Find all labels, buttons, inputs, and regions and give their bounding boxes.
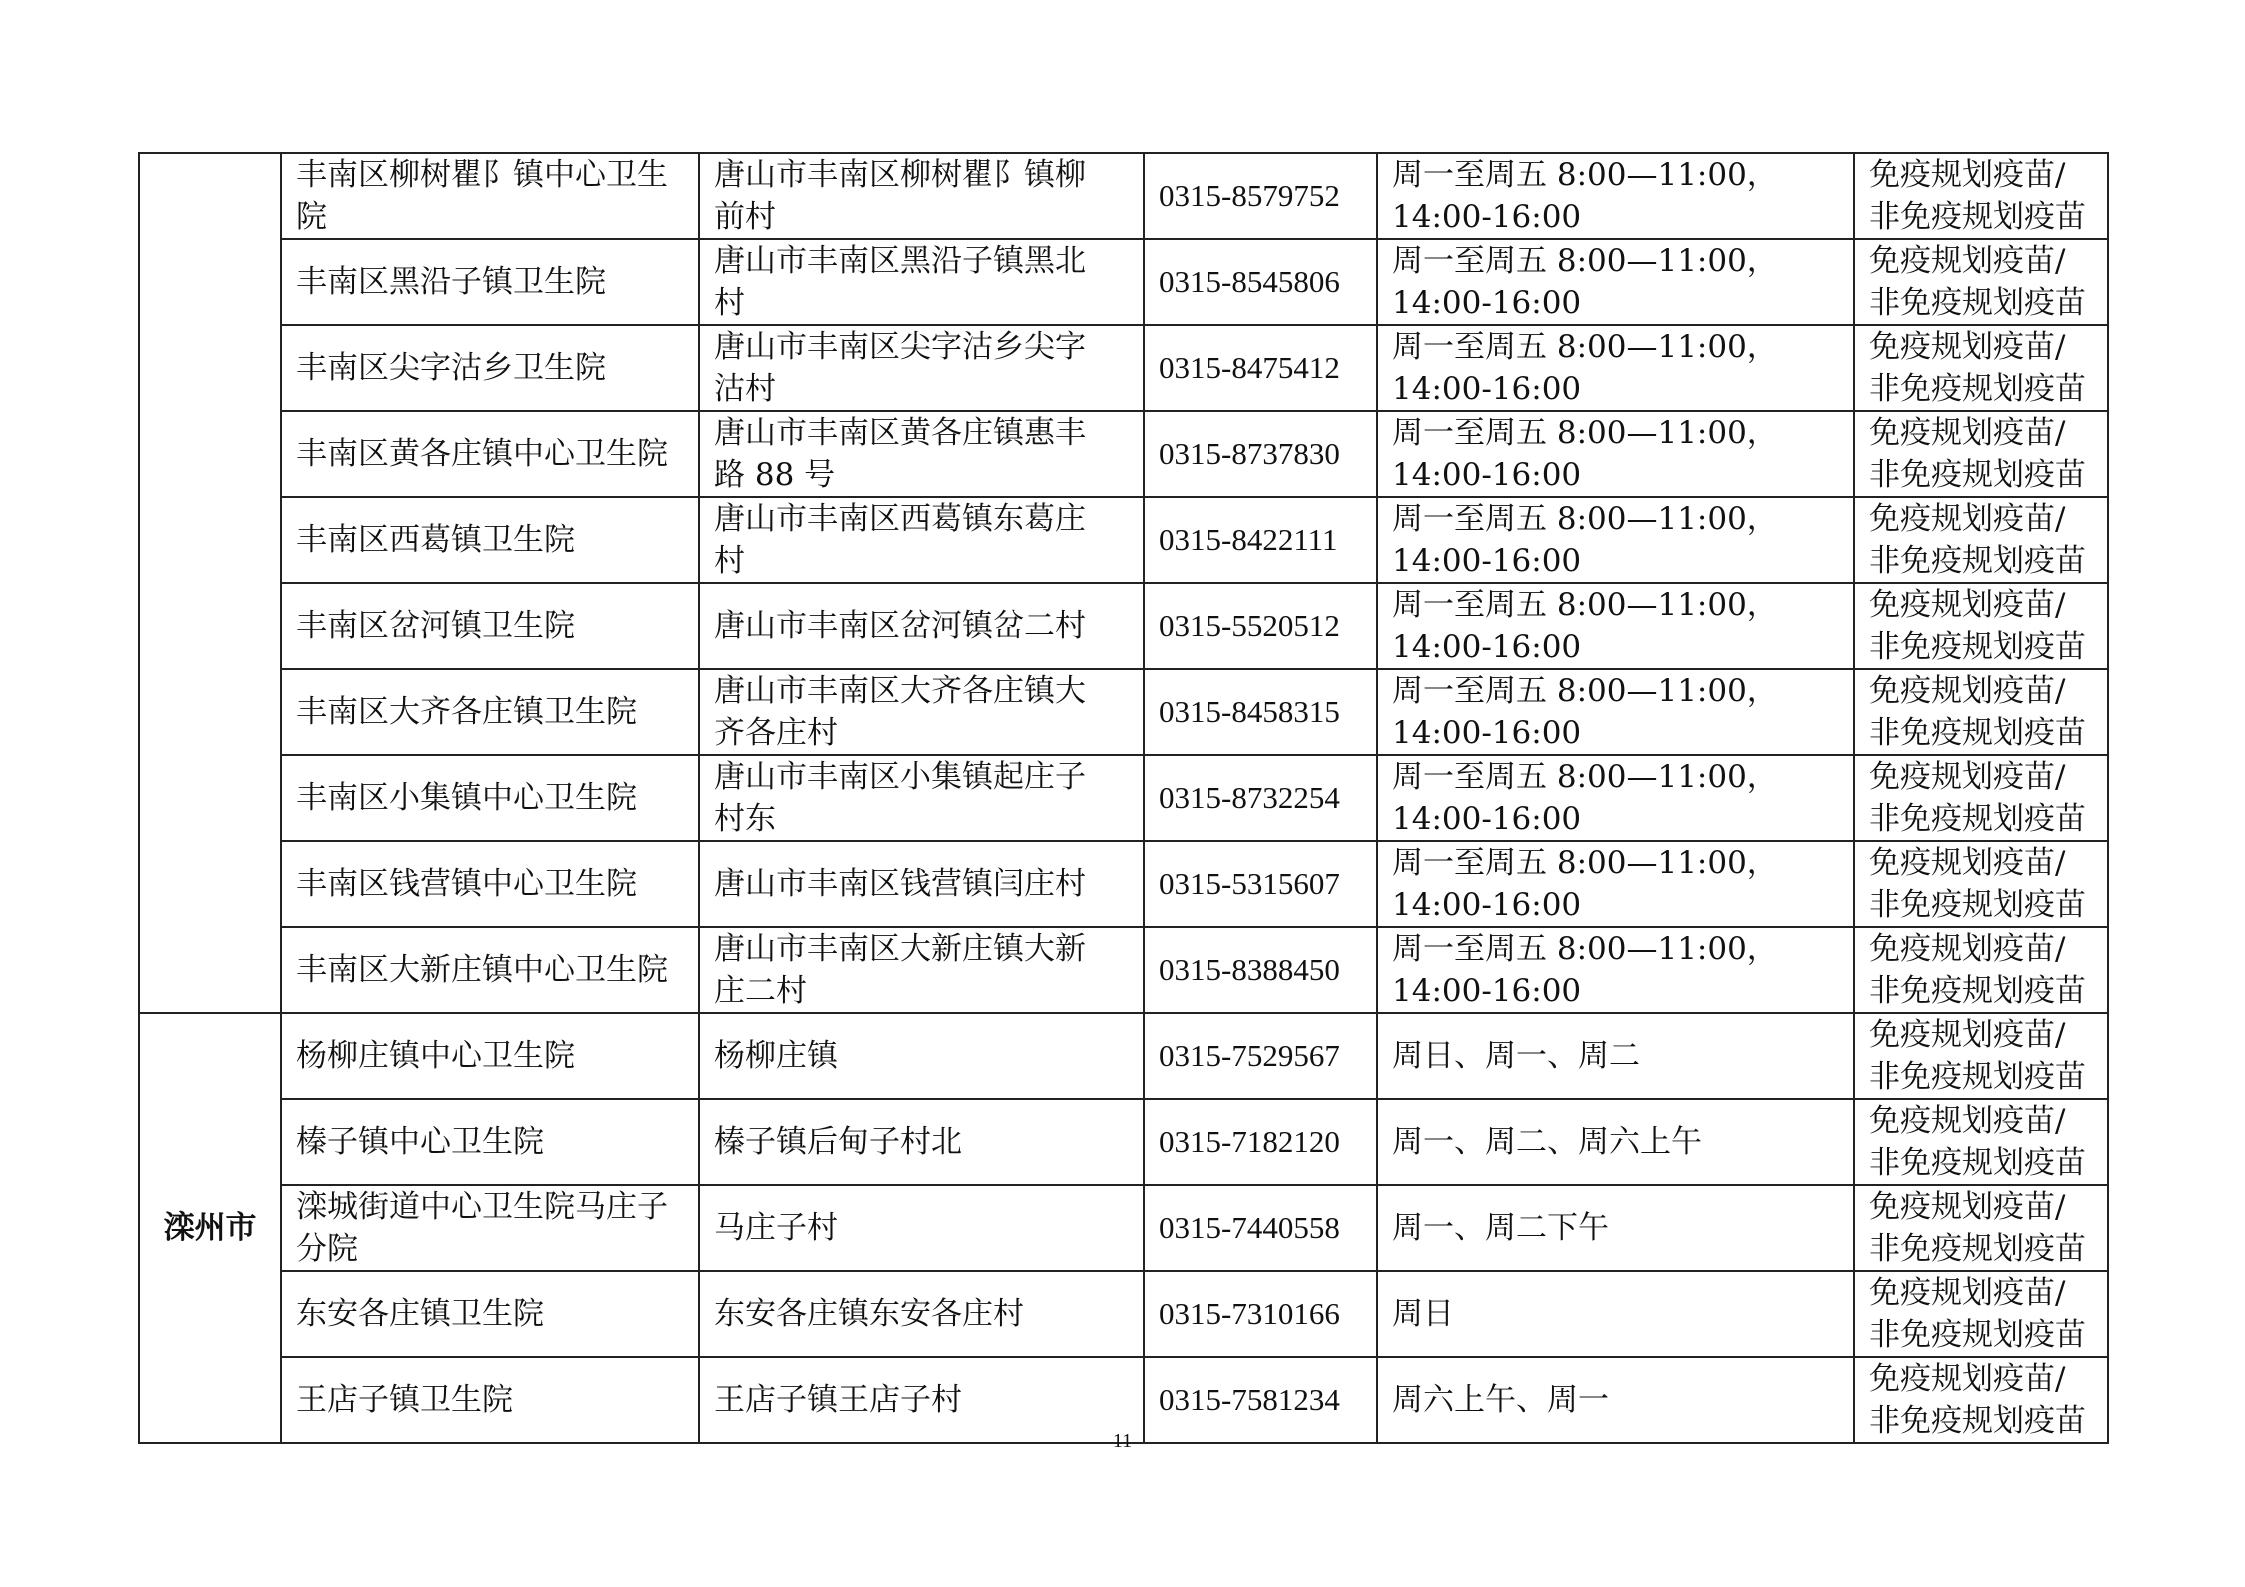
site-name-line: 丰南区黑沿子镇卫生院 [296, 264, 606, 300]
site-address-line: 前村 [714, 199, 776, 235]
site-phone-cell: 0315-5315607 [1144, 841, 1377, 927]
site-vaccine-cell [1854, 669, 2108, 755]
site-address-cell [699, 841, 1144, 927]
site-address-line: 唐山市丰南区柳树瞿阝镇柳 [714, 157, 1086, 193]
site-phone-cell: 0315-7581234 [1144, 1357, 1377, 1443]
site-vaccine-line: 非免疫规划疫苗 [1869, 371, 2086, 407]
site-vaccine-line: 免疫规划疫苗/ [1869, 1017, 2066, 1053]
site-hours-cell [1377, 583, 1854, 669]
site-vaccine-line: 非免疫规划疫苗 [1869, 543, 2086, 579]
site-hours-line: 周一、周二、周六上午 [1392, 1124, 1702, 1160]
site-phone-cell: 0315-8737830 [1144, 411, 1377, 497]
site-vaccine-line: 非免疫规划疫苗 [1869, 457, 2086, 493]
site-phone-cell: 0315-8732254 [1144, 755, 1377, 841]
site-address-line: 榛子镇后甸子村北 [714, 1124, 962, 1160]
site-hours-cell [1377, 669, 1854, 755]
site-name-cell [281, 1099, 699, 1185]
table-row [139, 153, 2108, 239]
site-hours-line: 周一至周五 8:00—11:00， [1392, 157, 1778, 193]
site-name-cell [281, 1271, 699, 1357]
site-hours-line: 周一至周五 8:00—11:00， [1392, 329, 1778, 365]
vaccination-sites-table [138, 152, 2109, 1444]
site-address-cell [699, 1099, 1144, 1185]
site-hours-line: 14:00-16:00 [1392, 543, 1582, 579]
site-address-line: 沽村 [714, 371, 776, 407]
site-vaccine-cell [1854, 1271, 2108, 1357]
site-vaccine-line: 免疫规划疫苗/ [1869, 845, 2066, 881]
site-vaccine-line: 非免疫规划疫苗 [1869, 887, 2086, 923]
site-name-line: 杨柳庄镇中心卫生院 [296, 1038, 575, 1074]
site-address-line: 村 [714, 285, 745, 321]
site-vaccine-line: 非免疫规划疫苗 [1869, 715, 2086, 751]
site-vaccine-cell [1854, 1013, 2108, 1099]
site-address-line: 杨柳庄镇 [714, 1038, 838, 1074]
site-vaccine-cell [1854, 755, 2108, 841]
site-hours-line: 14:00-16:00 [1392, 199, 1582, 235]
site-vaccine-line: 非免疫规划疫苗 [1869, 199, 2086, 235]
site-vaccine-line: 非免疫规划疫苗 [1869, 629, 2086, 665]
site-hours-cell [1377, 1185, 1854, 1271]
site-address-cell [699, 669, 1144, 755]
site-address-cell [699, 239, 1144, 325]
site-address-cell [699, 1185, 1144, 1271]
site-hours-cell [1377, 1099, 1854, 1185]
site-hours-cell [1377, 411, 1854, 497]
site-name-cell [281, 153, 699, 239]
site-address-line: 唐山市丰南区岔河镇岔二村 [714, 608, 1086, 644]
site-address-line: 唐山市丰南区西葛镇东葛庄 [714, 501, 1086, 537]
site-hours-line: 周一至周五 8:00—11:00， [1392, 845, 1778, 881]
site-vaccine-cell [1854, 497, 2108, 583]
site-name-cell [281, 1185, 699, 1271]
site-address-line: 唐山市丰南区小集镇起庄子 [714, 759, 1086, 795]
site-address-cell [699, 927, 1144, 1013]
site-vaccine-line: 免疫规划疫苗/ [1869, 157, 2066, 193]
site-address-line: 村东 [714, 801, 776, 837]
site-phone-cell: 0315-8545806 [1144, 239, 1377, 325]
site-name-line: 丰南区柳树瞿阝镇中心卫生 [296, 157, 668, 193]
site-address-line: 东安各庄镇东安各庄村 [714, 1296, 1024, 1332]
site-hours-line: 周日、周一、周二 [1392, 1038, 1640, 1074]
site-hours-line: 周一至周五 8:00—11:00， [1392, 673, 1778, 709]
table-row [139, 411, 2108, 497]
site-name-cell [281, 755, 699, 841]
site-hours-line: 周一至周五 8:00—11:00， [1392, 587, 1778, 623]
site-hours-cell [1377, 841, 1854, 927]
site-vaccine-line: 免疫规划疫苗/ [1869, 1361, 2066, 1397]
city-cell: 滦州市 [139, 1013, 281, 1443]
site-vaccine-line: 免疫规划疫苗/ [1869, 1189, 2066, 1225]
site-address-line: 马庄子村 [714, 1210, 838, 1246]
site-hours-line: 周一至周五 8:00—11:00， [1392, 243, 1778, 279]
site-phone-cell: 0315-8579752 [1144, 153, 1377, 239]
site-address-cell [699, 1013, 1144, 1099]
site-name-cell [281, 239, 699, 325]
site-vaccine-cell [1854, 411, 2108, 497]
site-vaccine-line: 免疫规划疫苗/ [1869, 1103, 2066, 1139]
site-vaccine-line: 免疫规划疫苗/ [1869, 415, 2066, 451]
site-vaccine-cell [1854, 1185, 2108, 1271]
site-name-cell [281, 841, 699, 927]
site-vaccine-line: 非免疫规划疫苗 [1869, 801, 2086, 837]
site-hours-cell [1377, 1013, 1854, 1099]
table-row [139, 669, 2108, 755]
site-address-cell [699, 325, 1144, 411]
site-vaccine-line: 非免疫规划疫苗 [1869, 285, 2086, 321]
site-address-cell [699, 1271, 1144, 1357]
site-name-line: 丰南区大新庄镇中心卫生院 [296, 952, 668, 988]
site-hours-line: 周一至周五 8:00—11:00， [1392, 501, 1778, 537]
site-vaccine-line: 免疫规划疫苗/ [1869, 329, 2066, 365]
site-hours-line: 周一至周五 8:00—11:00， [1392, 759, 1778, 795]
site-phone-cell: 0315-7440558 [1144, 1185, 1377, 1271]
site-vaccine-cell [1854, 325, 2108, 411]
site-address-cell [699, 153, 1144, 239]
site-vaccine-cell [1854, 1099, 2108, 1185]
site-vaccine-line: 免疫规划疫苗/ [1869, 931, 2066, 967]
table-row [139, 497, 2108, 583]
site-address-line: 村 [714, 543, 745, 579]
page-number: 11 [1112, 1430, 1133, 1452]
site-address-cell [699, 583, 1144, 669]
site-hours-line: 周六上午、周一 [1392, 1382, 1609, 1418]
site-name-line: 东安各庄镇卫生院 [296, 1296, 544, 1332]
site-hours-cell [1377, 755, 1854, 841]
site-hours-line: 14:00-16:00 [1392, 371, 1582, 407]
table-row [139, 325, 2108, 411]
table-row [139, 1099, 2108, 1185]
site-address-line: 齐各庄村 [714, 715, 838, 751]
site-phone-cell: 0315-8422111 [1144, 497, 1377, 583]
site-vaccine-line: 非免疫规划疫苗 [1869, 1059, 2086, 1095]
site-hours-line: 14:00-16:00 [1392, 457, 1582, 493]
site-vaccine-line: 免疫规划疫苗/ [1869, 243, 2066, 279]
site-address-line: 唐山市丰南区尖字沽乡尖字 [714, 329, 1086, 365]
site-vaccine-line: 非免疫规划疫苗 [1869, 973, 2086, 1009]
site-name-line: 王店子镇卫生院 [296, 1382, 513, 1418]
site-phone-cell: 0315-8388450 [1144, 927, 1377, 1013]
site-address-cell [699, 497, 1144, 583]
site-hours-line: 14:00-16:00 [1392, 973, 1582, 1009]
site-hours-line: 14:00-16:00 [1392, 887, 1582, 923]
table-row [139, 1271, 2108, 1357]
site-name-cell [281, 411, 699, 497]
site-name-line: 榛子镇中心卫生院 [296, 1124, 544, 1160]
site-name-line: 丰南区钱营镇中心卫生院 [296, 866, 637, 902]
table-row [139, 239, 2108, 325]
site-hours-line: 14:00-16:00 [1392, 629, 1582, 665]
site-vaccine-cell [1854, 841, 2108, 927]
site-vaccine-line: 免疫规划疫苗/ [1869, 501, 2066, 537]
site-hours-line: 周一、周二下午 [1392, 1210, 1609, 1246]
site-hours-line: 14:00-16:00 [1392, 285, 1582, 321]
site-address-line: 王店子镇王店子村 [714, 1382, 962, 1418]
table-row [139, 1013, 2108, 1099]
site-address-line: 庄二村 [714, 973, 807, 1009]
site-vaccine-line: 非免疫规划疫苗 [1869, 1145, 2086, 1181]
site-name-cell [281, 927, 699, 1013]
site-phone-cell: 0315-8458315 [1144, 669, 1377, 755]
site-name-line: 院 [296, 199, 327, 235]
site-name-line: 丰南区岔河镇卫生院 [296, 608, 575, 644]
site-name-line: 丰南区西葛镇卫生院 [296, 522, 575, 558]
site-name-line: 丰南区大齐各庄镇卫生院 [296, 694, 637, 730]
site-address-cell [699, 755, 1144, 841]
site-hours-cell [1377, 927, 1854, 1013]
site-address-line: 唐山市丰南区黑沿子镇黑北 [714, 243, 1086, 279]
site-vaccine-line: 免疫规划疫苗/ [1869, 587, 2066, 623]
site-hours-line: 周日 [1392, 1296, 1454, 1332]
site-name-line: 丰南区小集镇中心卫生院 [296, 780, 637, 816]
site-vaccine-line: 免疫规划疫苗/ [1869, 759, 2066, 795]
site-name-line: 丰南区尖字沽乡卫生院 [296, 350, 606, 386]
site-address-line: 唐山市丰南区钱营镇闫庄村 [714, 866, 1086, 902]
site-name-cell [281, 325, 699, 411]
site-name-cell [281, 669, 699, 755]
site-address-line: 唐山市丰南区大齐各庄镇大 [714, 673, 1086, 709]
table-row [139, 755, 2108, 841]
site-phone-cell: 0315-7529567 [1144, 1013, 1377, 1099]
site-vaccine-cell [1854, 239, 2108, 325]
site-address-line: 路 88 号 [714, 457, 836, 493]
site-name-cell [281, 497, 699, 583]
site-vaccine-cell [1854, 583, 2108, 669]
site-vaccine-line: 免疫规划疫苗/ [1869, 673, 2066, 709]
table-row [139, 927, 2108, 1013]
site-hours-line: 14:00-16:00 [1392, 715, 1582, 751]
site-address-line: 唐山市丰南区大新庄镇大新 [714, 931, 1086, 967]
site-name-line: 丰南区黄各庄镇中心卫生院 [296, 436, 668, 472]
site-phone-cell: 0315-7182120 [1144, 1099, 1377, 1185]
site-phone-cell: 0315-5520512 [1144, 583, 1377, 669]
site-vaccine-line: 免疫规划疫苗/ [1869, 1275, 2066, 1311]
site-hours-line: 周一至周五 8:00—11:00， [1392, 931, 1778, 967]
site-hours-cell [1377, 153, 1854, 239]
site-vaccine-cell [1854, 927, 2108, 1013]
site-hours-line: 14:00-16:00 [1392, 801, 1582, 837]
table-row [139, 1185, 2108, 1271]
table-row [139, 583, 2108, 669]
site-address-cell [699, 411, 1144, 497]
site-phone-cell: 0315-7310166 [1144, 1271, 1377, 1357]
site-address-line: 唐山市丰南区黄各庄镇惠丰 [714, 415, 1086, 451]
site-hours-cell [1377, 1271, 1854, 1357]
site-name-line: 分院 [296, 1231, 358, 1267]
site-hours-cell [1377, 497, 1854, 583]
site-hours-cell [1377, 325, 1854, 411]
city-cell [139, 153, 281, 1013]
site-vaccine-line: 非免疫规划疫苗 [1869, 1231, 2086, 1267]
site-hours-cell [1377, 239, 1854, 325]
site-name-cell [281, 1013, 699, 1099]
site-vaccine-line: 非免疫规划疫苗 [1869, 1403, 2086, 1439]
site-name-line: 滦城街道中心卫生院马庄子 [296, 1189, 668, 1225]
table-row [139, 841, 2108, 927]
site-vaccine-cell [1854, 153, 2108, 239]
site-vaccine-line: 非免疫规划疫苗 [1869, 1317, 2086, 1353]
site-hours-line: 周一至周五 8:00—11:00， [1392, 415, 1778, 451]
site-phone-cell: 0315-8475412 [1144, 325, 1377, 411]
site-name-cell [281, 583, 699, 669]
